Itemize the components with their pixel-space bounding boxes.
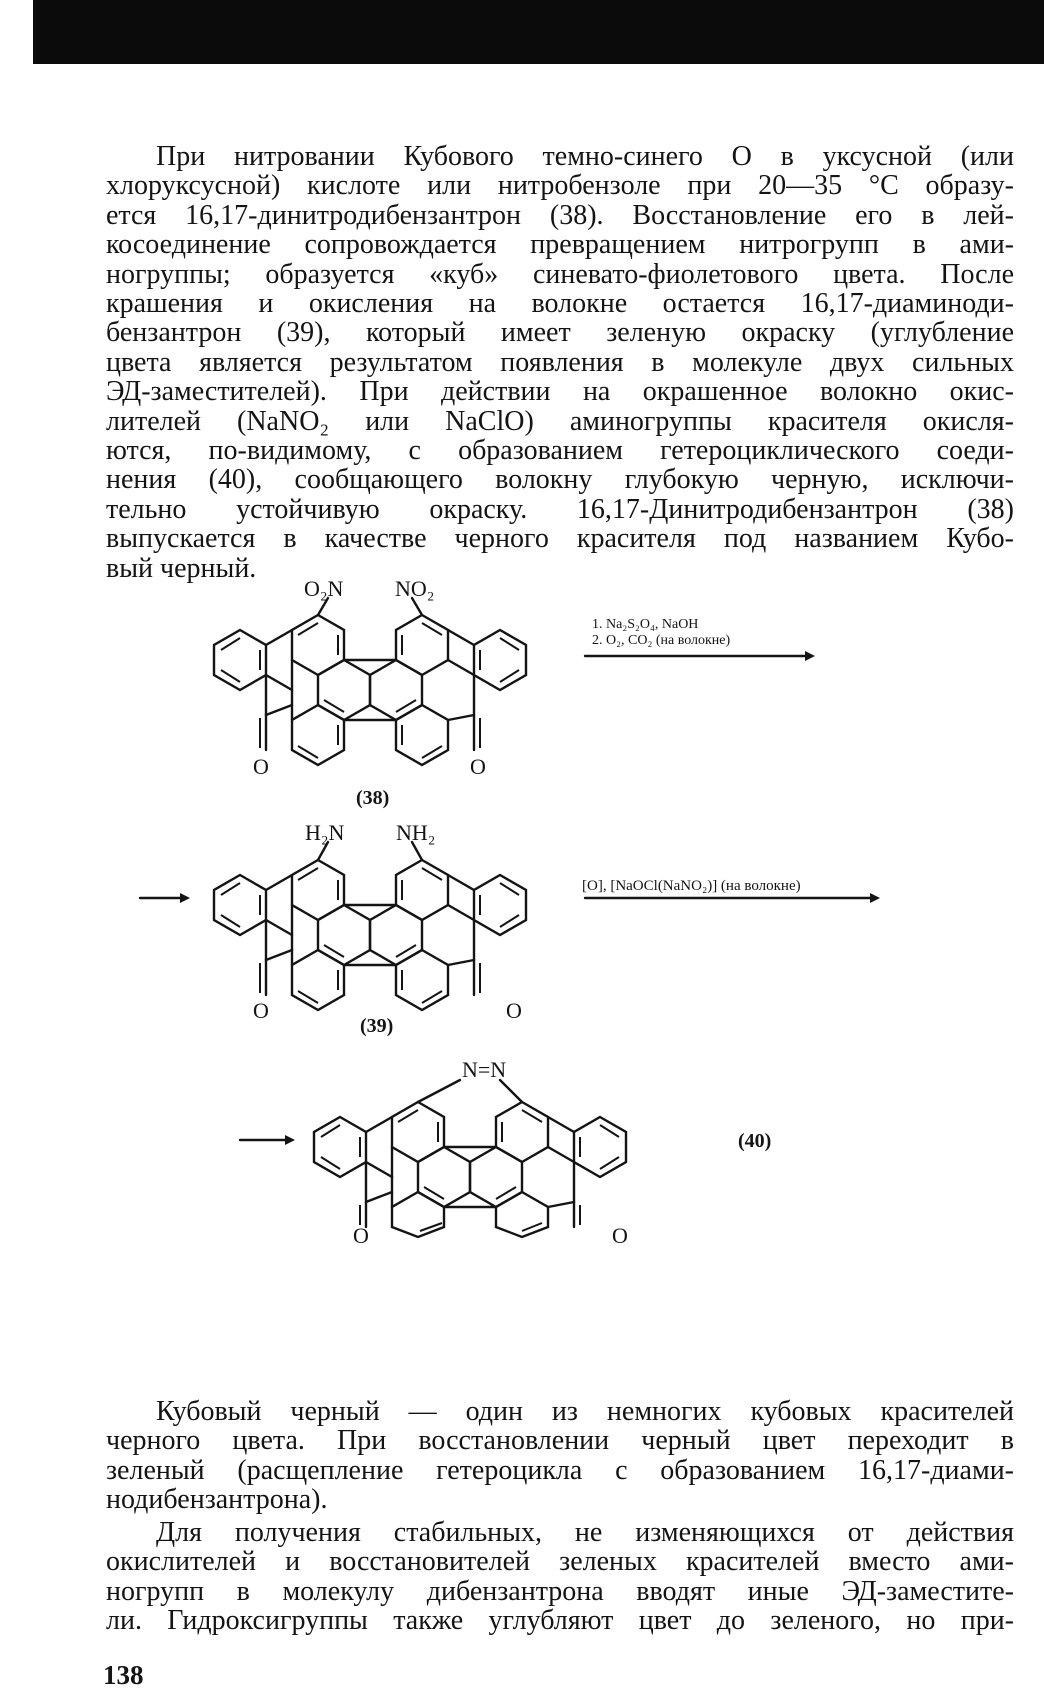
text-line: ется 16,17-динитродибензантрон (38). Восстановление его в лей-: [106, 199, 1014, 231]
text-line: При нитровании Кубового темно-синего О в уксусной (или: [156, 141, 1014, 172]
benzo-ring-right: [474, 875, 526, 935]
text-line: нения (40), сообщающего волокну глубокую черную, исключи-: [106, 464, 1014, 496]
arrow-head-icon: [180, 893, 190, 903]
arrow-head-icon: [870, 893, 880, 903]
structure-38: [0, 578, 1044, 818]
benzo-ring-right: [574, 1117, 626, 1177]
carbonyl-oxygen-right: O: [506, 998, 522, 1023]
compound-label-39: (39): [360, 1015, 394, 1037]
text-line: косоединение сопровождается превращением нитрогрупп в ами-: [106, 229, 1014, 261]
substituent-left: H₂N: [305, 820, 345, 845]
azo-bridge: N=N: [462, 1057, 507, 1082]
arrow-head-icon: [285, 1135, 295, 1145]
carbonyl-oxygen-right: O: [470, 754, 486, 779]
text-line: окислителей и восстановителей зеленых красителей вместо ами-: [106, 1546, 1014, 1578]
carbonyl-oxygen-right: O: [612, 1223, 628, 1248]
reagent-line-2: 2. O₂, CO₂ (на волокне): [592, 633, 731, 648]
structure-40: [0, 1055, 1044, 1255]
paragraph-green-dyes: [106, 1518, 1014, 1636]
benzo-ring-left: [214, 875, 266, 935]
text-line: ногрупп в молекулу дибензантрона вводят иные ЭД-заместите-: [106, 1575, 1014, 1607]
top-black-band: [33, 0, 1044, 64]
text-line: тельно устойчивую окраску. 16,17-Динитродибензантрон (38): [106, 493, 1014, 525]
structure-39: [0, 820, 1044, 1040]
reagent-line-1: 1. Na₂S₂O₄, NaOH: [592, 617, 699, 632]
core-left: [260, 615, 370, 765]
text-line: ЭД-заместителей). При действии на окрашенное волокно окис-: [106, 376, 1014, 408]
text-line: черного цвета. При восстановлении черный цвет переходит в: [106, 1425, 1014, 1457]
benzo-ring-left: [314, 1117, 366, 1177]
compound-label-38: (38): [356, 787, 390, 809]
compound-label-40: (40): [738, 1130, 772, 1152]
paragraph-vat-black: [106, 1397, 1014, 1515]
text-line: лителей (NaNO₂ или NaClO) аминогруппы красителя окисля-: [106, 405, 1014, 437]
page-number: 138: [103, 1660, 144, 1690]
carbonyl-oxygen-left: O: [353, 1223, 369, 1248]
text-line: Для получения стабильных, не изменяющихся от действия: [156, 1517, 1014, 1548]
core: [360, 1080, 580, 1237]
text-line: хлоруксусной) кислоте или нитробензоле при 20—35 °С образу-: [106, 170, 1014, 202]
substituent-left: O₂N: [304, 578, 344, 601]
text-line: вый черный.: [106, 552, 257, 584]
text-line: нодибензантрона).: [106, 1484, 328, 1516]
carbonyl-oxygen-left: O: [253, 998, 269, 1023]
benzo-ring-right: [474, 630, 526, 690]
paragraph-nitration: [106, 142, 1014, 583]
core-right: [344, 615, 480, 765]
reagent-text: [O], [NaOCl(NaNO₂)] (на волокне): [582, 878, 801, 894]
text-line: цвета является результатом появления в молекуле двух сильных: [106, 346, 1014, 378]
arrow-head-icon: [805, 651, 815, 661]
text-line: ются, по-видимому, с образованием гетероциклического соеди-: [106, 435, 1014, 467]
text-line: крашения и окисления на волокне остается 16,17-диаминоди-: [106, 288, 1014, 320]
text-line: бензантрон (39), который имеет зеленую окраску (углубление: [106, 317, 1014, 349]
text-line: зеленый (расщепление гетероцикла с образованием 16,17-диами-: [106, 1454, 1014, 1486]
text-line: ли. Гидроксигруппы также углубляют цвет до зеленого, но при-: [106, 1605, 1014, 1637]
text-line: ногруппы; образуется «куб» синевато-фиолетового цвета. После: [106, 258, 1014, 290]
text-line: выпускается в качестве черного красителя под названием Кубо-: [106, 523, 1014, 555]
text-line: Кубовый черный — один из немногих кубовых красителей: [156, 1396, 1014, 1427]
benzo-ring-left: [214, 630, 266, 690]
core: [260, 860, 480, 1010]
carbonyl-oxygen-left: O: [253, 754, 269, 779]
substituent-right: NO₂: [395, 578, 435, 601]
substituent-right: NH₂: [396, 820, 436, 845]
